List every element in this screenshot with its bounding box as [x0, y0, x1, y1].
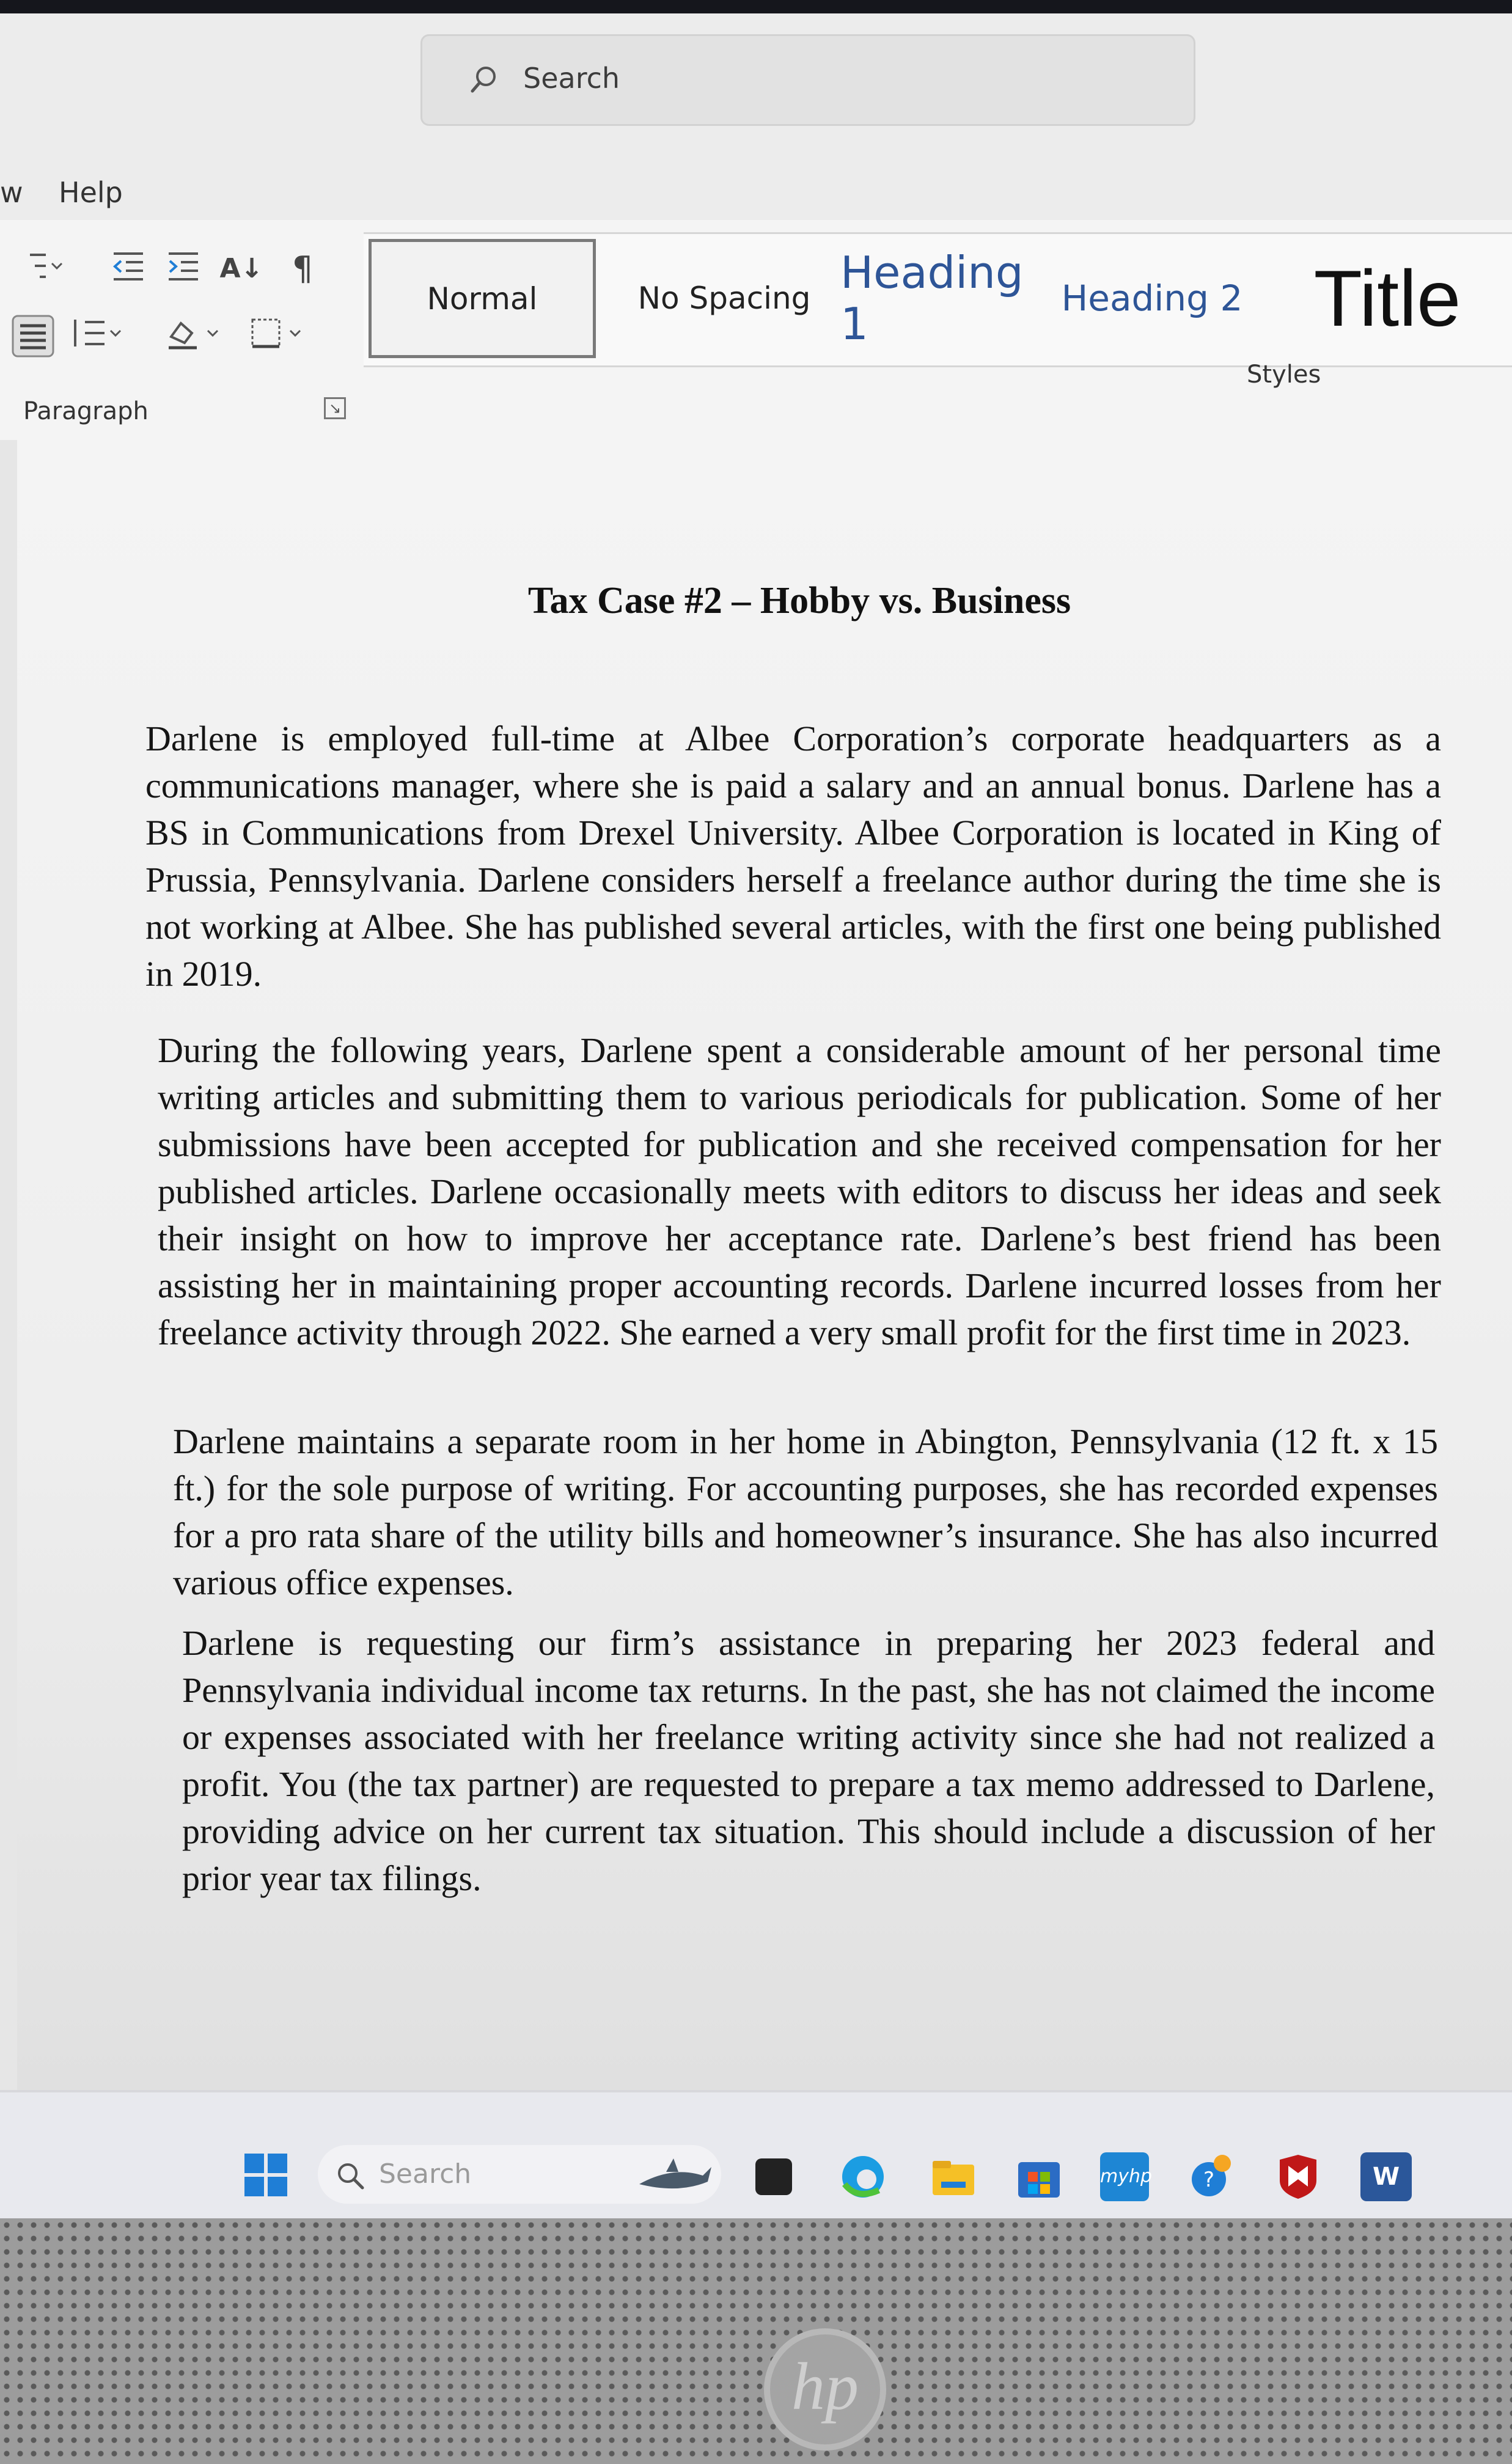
- document-paragraph-4: Darlene is requesting our firm’s assistance in preparing her 2023 federal and Pennsylvania individual income tax returns. In the past, she has not claimed the income or expenses associated with her freelance writing activity since she had not realized a profit. You (the tax partner) are requested to prepare a tax memo addressed to Darlene, providing advice on her current tax situation. This should include a discussion of her prior year tax filings.: [182, 1623, 1435, 1898]
- line-spacing-icon[interactable]: [70, 315, 119, 358]
- windows-start-icon[interactable]: [244, 2154, 287, 2196]
- style-no-spacing[interactable]: No Spacing: [637, 280, 811, 316]
- word-app-icon[interactable]: [1360, 2152, 1412, 2201]
- microsoft-store-icon[interactable]: [1015, 2152, 1063, 2201]
- svg-text:?: ?: [1203, 2168, 1215, 2192]
- search-icon: [465, 62, 502, 98]
- get-help-icon[interactable]: [1186, 2152, 1235, 2201]
- taskbar: [0, 2090, 1512, 2221]
- ribbon: [0, 220, 1512, 442]
- paragraph-group: [0, 220, 361, 440]
- edge-browser-icon[interactable]: [839, 2152, 887, 2201]
- document-paragraph-1: Darlene is employed full-time at Albee Corporation’s corporate headquarters as a communications manager, where she is paid a salary and an annual bonus. Darlene has a BS in Communications from Drexel University. Albee Corporation is located in King of Prussia, Pennsylvania. Darlene considers herself a freelance author during the time she is not working at Albee. She has published several articles, with the first one being published in 2019.: [145, 719, 1441, 994]
- document-title: Tax Case #2 – Hobby vs. Business: [527, 580, 1071, 622]
- styles-gallery: [364, 232, 1512, 367]
- menu-tab-help[interactable]: Help: [59, 176, 123, 209]
- file-explorer-icon[interactable]: [929, 2152, 978, 2201]
- myhp-app-icon[interactable]: [1100, 2152, 1153, 2201]
- decrease-indent-icon[interactable]: [104, 248, 153, 290]
- style-normal[interactable]: Normal: [369, 239, 596, 358]
- title-bar: [0, 13, 1512, 172]
- myhp-label: myhp: [1100, 2166, 1153, 2187]
- shading-icon[interactable]: [165, 315, 214, 358]
- shark-widget-icon[interactable]: [636, 2154, 715, 2202]
- menu-tab-view[interactable]: w: [0, 176, 23, 209]
- menu-bar: [0, 159, 1512, 226]
- taskbar-search-placeholder: Search: [379, 2158, 472, 2190]
- paragraph-group-label: Paragraph: [23, 397, 149, 425]
- mcafee-shield-icon[interactable]: [1274, 2152, 1323, 2201]
- document-paragraph-3: Darlene maintains a separate room in her home in Abington, Pennsylvania (12 ft. x 15 ft.) for the sole purpose of writing. For accounting purposes, she has recorded expenses for a pro rata share of the utility bills and homeowner’s insurance. She has also incurred various office expenses.: [173, 1421, 1438, 1602]
- style-heading-2[interactable]: Heading 2: [1061, 277, 1243, 319]
- monitor-bottom-bezel-speaker-grille: [0, 2218, 1512, 2464]
- document-area: [0, 440, 1512, 2090]
- sort-icon[interactable]: A↓: [219, 253, 263, 284]
- borders-icon[interactable]: [248, 315, 296, 358]
- taskbar-search-icon: [333, 2158, 367, 2193]
- document-page[interactable]: [17, 440, 1512, 2090]
- style-title[interactable]: Title: [1313, 253, 1461, 343]
- document-paragraph-2: During the following years, Darlene spent a considerable amount of her personal time writing articles and submitting them to various periodicals for publication. Some of her submissions have been accepted for publication and she received compensation for her published articles. Darlene occasionally meets with editors to discuss her ideas and seek their insight on how to improve her acceptance rate. Darlene’s best friend has been assisting her in maintaining proper accounting records. Darlene incurred losses from her freelance activity through 2022. She earned a very small profit for the first time in 2023.: [158, 1030, 1441, 1352]
- search-box[interactable]: [420, 34, 1195, 126]
- word-app-label: W: [1372, 2163, 1400, 2191]
- justify-align-icon[interactable]: [9, 315, 57, 358]
- search-placeholder: Search: [523, 62, 620, 95]
- multilevel-list-icon[interactable]: [18, 248, 67, 290]
- styles-group-label: Styles: [1247, 361, 1321, 389]
- hp-logo-icon: hp: [764, 2328, 886, 2451]
- task-view-icon[interactable]: [755, 2158, 792, 2195]
- style-heading-1[interactable]: Heading 1: [840, 246, 1024, 350]
- paragraph-dialog-launcher-icon[interactable]: ↘: [324, 397, 346, 419]
- increase-indent-icon[interactable]: [159, 248, 208, 290]
- show-formatting-marks-icon[interactable]: ¶: [292, 249, 314, 288]
